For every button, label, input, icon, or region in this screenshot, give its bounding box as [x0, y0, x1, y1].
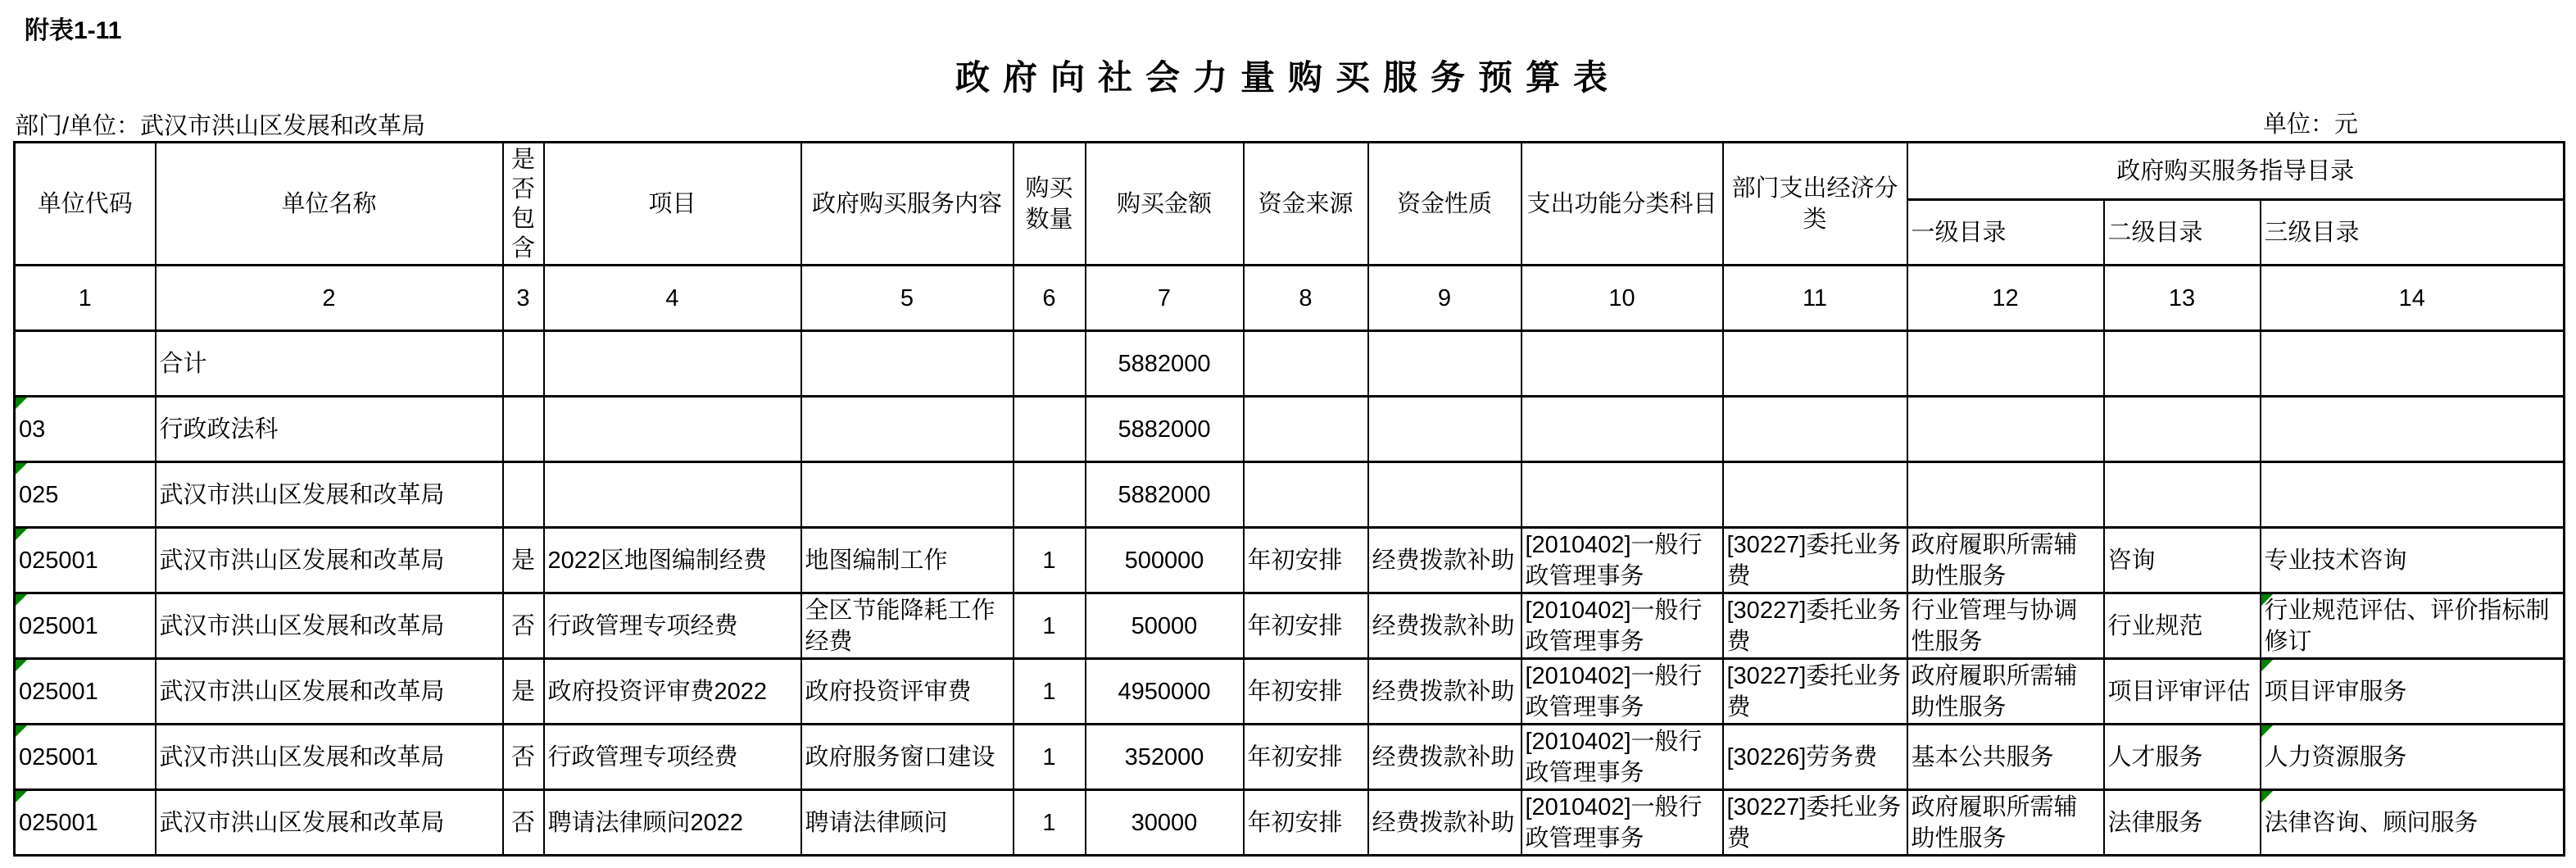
header-amount: 购买金额 [1086, 143, 1244, 266]
cell [1244, 462, 1368, 528]
cell [1244, 331, 1368, 397]
cell: 30000 [1086, 790, 1244, 856]
cell: 法律咨询、顾问服务 [2261, 790, 2565, 856]
cell [801, 397, 1014, 462]
cell: [30226]劳务费 [1723, 725, 1907, 790]
cell: 全区节能降耗工作经费 [801, 593, 1014, 659]
cell: 经费拨款补助 [1368, 659, 1522, 725]
index-cell: 1 [15, 266, 156, 331]
cell [1368, 462, 1522, 528]
cell: [2010402]一般行政管理事务 [1522, 790, 1723, 856]
cell: 03 [15, 397, 156, 462]
cell: 025001 [15, 725, 156, 790]
cell: 行业管理与协调性服务 [1907, 593, 2104, 659]
cell [1368, 331, 1522, 397]
table-row-item [15, 790, 2565, 856]
cell: [2010402]一般行政管理事务 [1522, 593, 1723, 659]
index-cell: 14 [2261, 266, 2565, 331]
table-row-bureau [15, 462, 2565, 528]
cell: 1 [1014, 790, 1086, 856]
cell [1522, 331, 1723, 397]
cell: 法律服务 [2104, 790, 2261, 856]
cell: 352000 [1086, 725, 1244, 790]
header-catalog-level3: 三级目录 [2261, 200, 2565, 266]
header-included-text: 是否包含 [510, 146, 535, 261]
cell [801, 462, 1014, 528]
cell: 1 [1014, 725, 1086, 790]
cell: 经费拨款补助 [1368, 593, 1522, 659]
cell: 武汉市洪山区发展和改革局 [156, 790, 503, 856]
cell: 年初安排 [1244, 725, 1368, 790]
cell: 政府履职所需辅助性服务 [1907, 659, 2104, 725]
cell: 年初安排 [1244, 528, 1368, 593]
header-included [503, 143, 544, 266]
cell [801, 331, 1014, 397]
table-row-item [15, 528, 2565, 593]
cell: [2010402]一般行政管理事务 [1522, 528, 1723, 593]
cell [544, 331, 801, 397]
cell [2104, 462, 2261, 528]
cell: 否 [503, 790, 544, 856]
cell: 聘请法律顾问2022 [544, 790, 801, 856]
cell: 1 [1014, 659, 1086, 725]
cell: 政府履职所需辅助性服务 [1907, 790, 2104, 856]
header-function-class: 支出功能分类科目 [1522, 143, 1723, 266]
header-fund-nature: 资金性质 [1368, 143, 1522, 266]
cell [1522, 397, 1723, 462]
cell: 025001 [15, 790, 156, 856]
cell [1907, 331, 2104, 397]
index-cell: 5 [801, 266, 1014, 331]
cell [1368, 397, 1522, 462]
cell [2261, 397, 2565, 462]
page-title: 政府向社会力量购买服务预算表 [955, 58, 1621, 97]
cell: 行政管理专项经费 [544, 593, 801, 659]
table-row-item [15, 725, 2565, 790]
header-guide-catalog-group: 政府购买服务指导目录 [1907, 143, 2565, 200]
header-econ-class: 部门支出经济分类 [1723, 143, 1907, 266]
cell: 武汉市洪山区发展和改革局 [156, 593, 503, 659]
cell: [30227]委托业务费 [1723, 659, 1907, 725]
cell [2261, 331, 2565, 397]
cell: 人力资源服务 [2261, 725, 2565, 790]
cell: 是 [503, 528, 544, 593]
cell: 项目评审服务 [2261, 659, 2565, 725]
cell: 50000 [1086, 593, 1244, 659]
index-cell: 10 [1522, 266, 1723, 331]
cell: 否 [503, 593, 544, 659]
index-cell: 2 [156, 266, 503, 331]
cell: [2010402]一般行政管理事务 [1522, 725, 1723, 790]
cell: 025001 [15, 528, 156, 593]
cell: 年初安排 [1244, 790, 1368, 856]
cell [1907, 462, 2104, 528]
index-cell: 7 [1086, 266, 1244, 331]
cell [1723, 331, 1907, 397]
index-cell: 12 [1907, 266, 2104, 331]
unit-note: 单位：元 [2263, 111, 2359, 138]
index-cell: 4 [544, 266, 801, 331]
cell: 025001 [15, 659, 156, 725]
cell [1244, 397, 1368, 462]
sheet-label: 附表1-11 [25, 17, 122, 44]
cell: 年初安排 [1244, 593, 1368, 659]
cell: 025 [15, 462, 156, 528]
cell: 经费拨款补助 [1368, 790, 1522, 856]
cell: 1 [1014, 528, 1086, 593]
cell: 否 [503, 725, 544, 790]
cell: 行政政法科 [156, 397, 503, 462]
cell: 政府履职所需辅助性服务 [1907, 528, 2104, 593]
cell: 经费拨款补助 [1368, 528, 1522, 593]
header-catalog-level2: 二级目录 [2104, 200, 2261, 266]
cell [2261, 462, 2565, 528]
cell [1522, 462, 1723, 528]
cell [1014, 397, 1086, 462]
header-quantity: 购买数量 [1014, 143, 1086, 266]
header-fund-source: 资金来源 [1244, 143, 1368, 266]
index-row [15, 266, 2565, 331]
cell [503, 331, 544, 397]
cell: 4950000 [1086, 659, 1244, 725]
cell: 5882000 [1086, 462, 1244, 528]
cell: 5882000 [1086, 397, 1244, 462]
index-cell: 11 [1723, 266, 1907, 331]
cell: 2022区地图编制经费 [544, 528, 801, 593]
cell [15, 331, 156, 397]
header-catalog-level1: 一级目录 [1907, 200, 2104, 266]
cell: 基本公共服务 [1907, 725, 2104, 790]
cell: [30227]委托业务费 [1723, 593, 1907, 659]
cell: 专业技术咨询 [2261, 528, 2565, 593]
budget-table [13, 141, 2565, 857]
index-cell: 13 [2104, 266, 2261, 331]
header-unit-code: 单位代码 [15, 143, 156, 266]
cell: 人才服务 [2104, 725, 2261, 790]
cell [2104, 397, 2261, 462]
table-row-item [15, 659, 2565, 725]
cell [544, 462, 801, 528]
index-cell: 8 [1244, 266, 1368, 331]
index-cell: 6 [1014, 266, 1086, 331]
table-row-section [15, 397, 2565, 462]
cell [1014, 331, 1086, 397]
cell: 武汉市洪山区发展和改革局 [156, 659, 503, 725]
header-unit-name: 单位名称 [156, 143, 503, 266]
department-line: 部门/单位：武汉市洪山区发展和改革局 [15, 113, 426, 139]
index-cell: 9 [1368, 266, 1522, 331]
index-cell: 3 [503, 266, 544, 331]
cell: 1 [1014, 593, 1086, 659]
cell: 行政管理专项经费 [544, 725, 801, 790]
cell [1723, 462, 1907, 528]
cell: 500000 [1086, 528, 1244, 593]
cell: 年初安排 [1244, 659, 1368, 725]
cell: [2010402]一般行政管理事务 [1522, 659, 1723, 725]
cell [1014, 462, 1086, 528]
cell: 行业规范 [2104, 593, 2261, 659]
cell [544, 397, 801, 462]
cell: 政府服务窗口建设 [801, 725, 1014, 790]
cell [2104, 331, 2261, 397]
cell: 5882000 [1086, 331, 1244, 397]
cell: [30227]委托业务费 [1723, 528, 1907, 593]
cell: [30227]委托业务费 [1723, 790, 1907, 856]
header-project: 项目 [544, 143, 801, 266]
cell: 政府投资评审费2022 [544, 659, 801, 725]
cell: 聘请法律顾问 [801, 790, 1014, 856]
cell: 合计 [156, 331, 503, 397]
cell: 武汉市洪山区发展和改革局 [156, 462, 503, 528]
cell: 经费拨款补助 [1368, 725, 1522, 790]
cell: 地图编制工作 [801, 528, 1014, 593]
cell: 是 [503, 659, 544, 725]
cell [1723, 397, 1907, 462]
cell: 政府投资评审费 [801, 659, 1014, 725]
table-row-item [15, 593, 2565, 659]
cell [503, 462, 544, 528]
cell: 武汉市洪山区发展和改革局 [156, 725, 503, 790]
cell [503, 397, 544, 462]
table-row-total [15, 331, 2565, 397]
cell: 项目评审评估 [2104, 659, 2261, 725]
cell: 行业规范评估、评价指标制修订 [2261, 593, 2565, 659]
cell: 咨询 [2104, 528, 2261, 593]
cell: 武汉市洪山区发展和改革局 [156, 528, 503, 593]
cell: 025001 [15, 593, 156, 659]
header-service-content: 政府购买服务内容 [801, 143, 1014, 266]
cell [1907, 397, 2104, 462]
